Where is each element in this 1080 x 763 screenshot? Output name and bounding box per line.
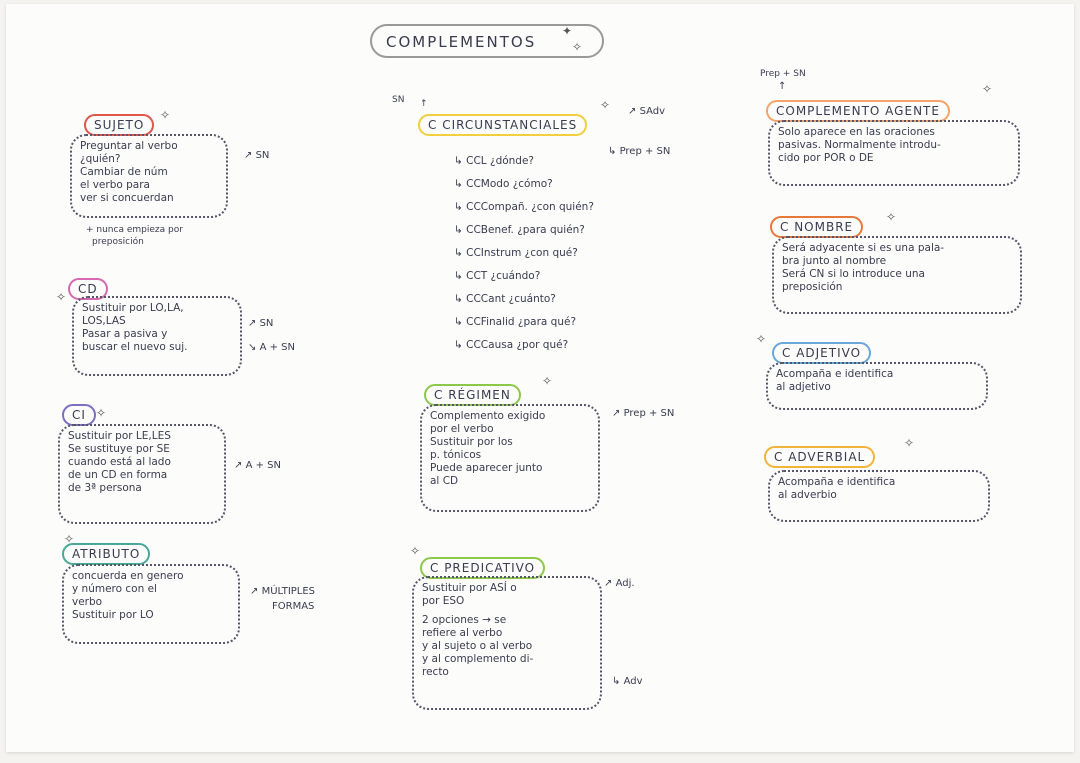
sujeto-note: Preguntar al verbo ¿quién? Cambiar de núm el verbo para ver si concuerdan	[70, 134, 228, 218]
sujeto-extra-note: + nunca empieza por	[86, 225, 183, 235]
circunstanciales-arrow: ↳ Prep + SN	[608, 146, 671, 157]
page-title: COMPLEMENTOS	[370, 24, 604, 58]
atributo-note: concuerda en genero y número con el verbo Sustituir por LO	[62, 564, 240, 644]
sparkle-icon: ✧	[982, 82, 993, 96]
cd-arrow: ↘ A + SN	[248, 342, 295, 353]
adjetivo-label: C ADJETIVO	[772, 342, 871, 364]
sparkle-icon: ✧	[96, 406, 107, 420]
nombre-label: C NOMBRE	[770, 216, 863, 238]
sujeto-label: SUJETO	[84, 114, 154, 136]
list-item: ↳ CCBenef. ¿para quién?	[454, 224, 585, 236]
sparkle-icon: ✧	[56, 290, 67, 304]
cd-label: CD	[68, 278, 108, 300]
list-item: ↳ CCT ¿cuándo?	[454, 270, 541, 282]
arrow-up-icon: ↑	[778, 81, 787, 92]
list-item: ↳ CCCompañ. ¿con quién?	[454, 201, 594, 213]
predicativo-note: Sustituir por ASÍ o por ESO 2 opciones → se refiere al verbo y al sujeto o al verbo y al complemento di- recto	[412, 576, 602, 710]
circunstanciales-arrow: ↗ SAdv	[628, 106, 666, 117]
sparkle-icon: ✧	[410, 544, 421, 558]
list-item: ↳ CCModo ¿cómo?	[454, 178, 553, 190]
ci-note: Sustituir por LE,LES Se sustituye por SE cuando está al lado de un CD en forma de 3ª persona	[58, 424, 226, 524]
atributo-arrow: FORMAS	[272, 601, 315, 612]
sparkle-icon: ✧	[160, 108, 171, 122]
adjetivo-note: Acompaña e identifica al adjetivo	[766, 362, 988, 410]
atributo-label: ATRIBUTO	[62, 543, 150, 565]
list-item: ↳ CCCausa ¿por qué?	[454, 339, 569, 351]
sujeto-arrow: ↗ SN	[244, 150, 270, 161]
sparkle-icon: ✧	[572, 40, 583, 54]
predicativo-arrow: ↳ Adv	[612, 676, 643, 687]
cd-arrow: ↗ SN	[248, 318, 274, 329]
sparkle-icon: ✧	[886, 210, 897, 224]
nombre-note: Será adyacente si es una pala- bra junto al nombre Será CN si lo introduce una preposición	[772, 236, 1022, 314]
sparkle-icon: ✧	[600, 98, 611, 112]
list-item: ↳ CCCant ¿cuánto?	[454, 293, 556, 305]
sparkle-icon: ✧	[904, 436, 915, 450]
regimen-note: Complemento exigido por el verbo Sustituir por los p. tónicos Puede aparecer junto al CD	[420, 404, 600, 512]
sparkle-icon: ✧	[756, 332, 767, 346]
sparkle-icon: ✦	[562, 24, 573, 38]
circunstanciales-label: C CIRCUNSTANCIALES	[418, 114, 587, 136]
list-item: ↳ CCL ¿dónde?	[454, 155, 535, 167]
arrow-up-icon: ↑	[420, 99, 428, 109]
adverbial-label: C ADVERBIAL	[764, 446, 875, 468]
predicativo-label: C PREDICATIVO	[420, 557, 545, 579]
circunstanciales-list	[454, 150, 594, 357]
sparkle-icon: ✧	[542, 374, 553, 388]
ci-label: CI	[62, 404, 96, 426]
atributo-arrow: ↗ MÚLTIPLES	[250, 586, 316, 597]
list-item: ↳ CCFinalid ¿para qué?	[454, 316, 577, 328]
adverbial-note: Acompaña e identifica al adverbio	[768, 470, 990, 522]
sparkle-icon: ✧	[64, 532, 75, 546]
agente-note: Solo aparece en las oraciones pasivas. Normalmente introdu- cido por POR o DE	[768, 120, 1020, 186]
regimen-arrow: ↗ Prep + SN	[612, 408, 675, 419]
agente-top-note: Prep + SN	[760, 69, 806, 79]
regimen-label: C RÉGIMEN	[424, 384, 521, 406]
cd-note: Sustituir por LO,LA, LOS,LAS Pasar a pasiva y buscar el nuevo suj.	[72, 296, 242, 376]
predicativo-arrow: ↗ Adj.	[604, 578, 635, 589]
agente-label: COMPLEMENTO AGENTE	[766, 100, 950, 122]
circunstanciales-side-note: SN	[392, 95, 405, 105]
sujeto-extra-note: preposición	[92, 237, 144, 247]
ci-arrow: ↗ A + SN	[234, 460, 281, 471]
list-item: ↳ CCInstrum ¿con qué?	[454, 247, 578, 259]
